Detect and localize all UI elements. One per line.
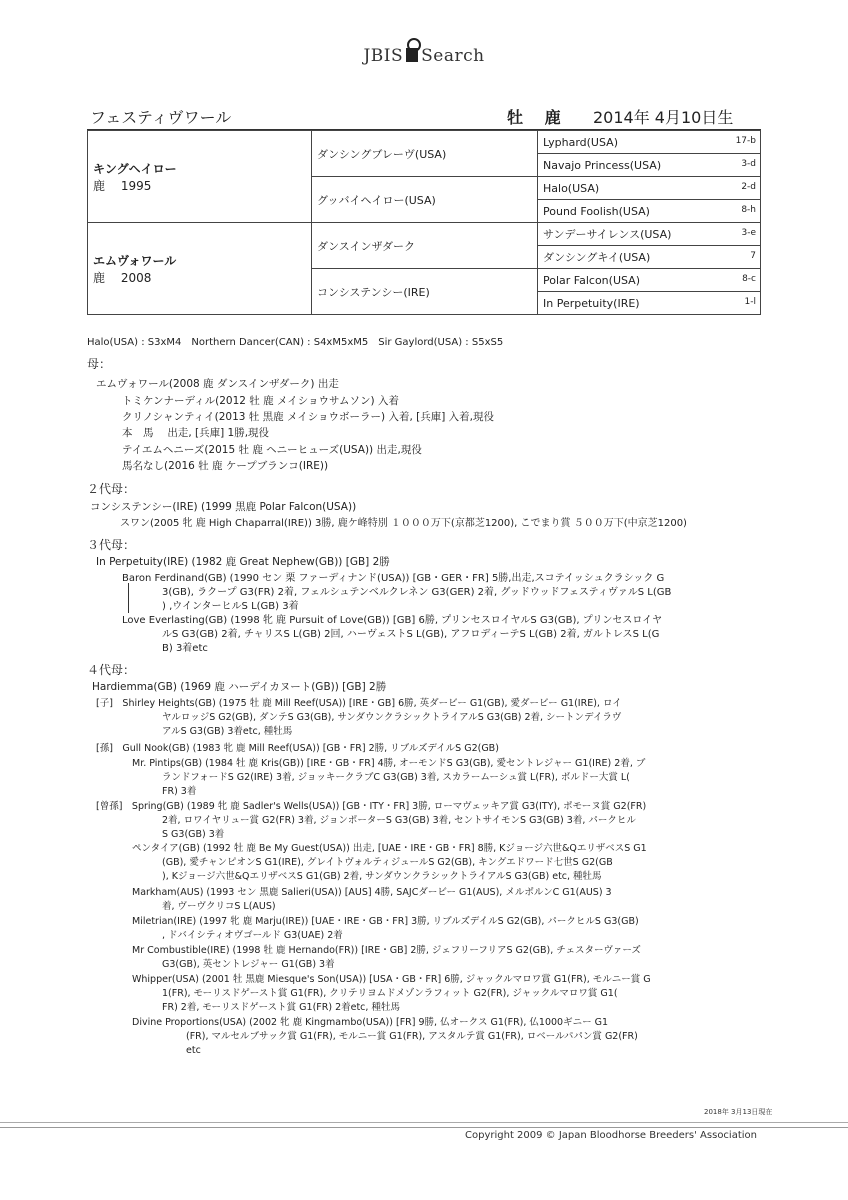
g3-line: ルS G3(GB) 2着, チャリスS L(GB) 2回, ハーヴェストS L(GB), アフロディーテS L(GB) 2着, ガルトレスS L(G bbox=[162, 629, 660, 640]
gg-cell: Halo(USA) 2-d bbox=[538, 177, 761, 200]
footer-divider bbox=[0, 1122, 848, 1123]
section-3rd-dam: ３代母： bbox=[87, 538, 136, 552]
g4-line: アルS G3(GB) 3着etc, 種牡馬 bbox=[162, 726, 293, 737]
section-dam: 母： bbox=[87, 357, 112, 371]
g4-line: S G3(GB) 3着 bbox=[162, 829, 225, 840]
bracket-line bbox=[128, 583, 129, 613]
g4-line: FR) 2着, モーリスドゲースト賞 G1(FR) 2着etc, 種牡馬 bbox=[162, 1002, 400, 1013]
gg-cell: Pound Foolish(USA) 8-h bbox=[538, 200, 761, 223]
g3-line: Baron Ferdinand(GB) (1990 セン 栗 ファーディナンド(USA)) [GB・GER・FR] 5勝,出走,スコテイッシュクラシック G bbox=[122, 573, 665, 584]
as-of-date: 2018年 3月13日現在 bbox=[704, 1108, 773, 1116]
dam-sire-cell: ダンスインザダーク bbox=[312, 223, 538, 269]
inbreeding-line: Halo(USA) : S3xM4 Northern Dancer(CAN) : S4xM5xM5 Sir Gaylord(USA) : S5xS5 bbox=[87, 337, 504, 348]
dam-line: 本 馬 出走, [兵庫] 1勝,現役 bbox=[122, 427, 270, 439]
dam-line: クリノシャンティイ(2013 牡 黒鹿 メイショウボーラー) 入着, [兵庫] 入着,現役 bbox=[122, 411, 494, 423]
g4-line: , ドバイシティオヴゴールド G3(UAE) 2着 bbox=[162, 930, 343, 941]
g4-line: [曾孫] Spring(GB) (1989 牝 鹿 Sadler's Wells(USA)) [GB・ITY・FR] 3勝, ローマヴェッキア賞 G3(ITY), ポモーヌ賞 G2(FR) bbox=[96, 801, 647, 812]
section-2nd-dam: ２代母： bbox=[87, 482, 136, 496]
g4-line: Markham(AUS) (1993 セン 黒鹿 Salieri(USA)) [AUS] 4勝, SAJCダービー G1(AUS), メルボルンC G1(AUS) 3 bbox=[132, 887, 612, 898]
g4-line: ランドフォードS G2(IRE) 3着, ジョッキークラブC G3(GB) 3着, スカラームーシュ賞 L(FR), ボルドー大賞 L( bbox=[162, 772, 630, 783]
g4-line: ヤルロッジS G2(GB), ダンテS G3(GB), サンダウンクラシックトライアルS G3(GB) 2着, シートンデイラヴ bbox=[162, 712, 622, 723]
g3-line: 3(GB), ラクープ G3(FR) 2着, フェルシュテンベルクレネン G3(GER) 2着, グッドウッドフェスティヴァルS L(GB bbox=[162, 587, 672, 598]
horse-birthdate: 2014年 4月10日生 bbox=[593, 108, 734, 127]
gg-cell: サンデーサイレンス(USA) 3-e bbox=[538, 223, 761, 246]
gg-cell: Polar Falcon(USA) 8-c bbox=[538, 269, 761, 292]
g4-line: ), Kジョージ六世&QエリザベスS G1(GB) 2着, サンダウンクラシックトライアルS G3(GB) etc, 種牡馬 bbox=[162, 871, 602, 882]
g4-line: Mr. Pintips(GB) (1984 牡 鹿 Kris(GB)) [IRE・GB・FR] 4勝, オーモンドS G3(GB), 愛セントレジャー G1(IRE) 2着, ブ bbox=[132, 758, 646, 769]
g4-line: 1(FR), モーリスドゲースト賞 G1(FR), クリテリヨムドメゾンラフィット G2(FR), ジャックルマロワ賞 G1( bbox=[162, 988, 618, 999]
g3-line: Love Everlasting(GB) (1998 牝 鹿 Pursuit of Love(GB)) [GB] 6勝, プリンセスロイヤルS G3(GB), プリンセスロイヤ bbox=[122, 615, 663, 626]
sire-cell: キングヘイロー 鹿 1995 bbox=[88, 131, 312, 223]
g4-line: Miletrian(IRE) (1997 牝 鹿 Marju(IRE)) [UAE・IRE・GB・FR] 3勝, リブルズデイルS G2(GB), パークヒルS G3(GB) bbox=[132, 916, 639, 927]
g3-line: ) ,ウインターヒルS L(GB) 3着 bbox=[162, 601, 299, 612]
section-4th-dam: ４代母： bbox=[87, 663, 136, 677]
g4-line: (GB), 愛チャンピオンS G1(IRE), グレイトヴォルティジュールS G2(GB), キングエドワード七世S G2(GB bbox=[162, 857, 613, 868]
dam-line: テイエムヘニーズ(2015 牡 鹿 ヘニーヒューズ(USA)) 出走,現役 bbox=[122, 444, 422, 456]
g4-line: Whipper(USA) (2001 牡 黒鹿 Miesque's Son(USA)) [USA・GB・FR] 6勝, ジャックルマロワ賞 G1(FR), モルニー賞 G bbox=[132, 974, 651, 985]
g3-line: In Perpetuity(IRE) (1982 鹿 Great Nephew(GB)) [GB] 2勝 bbox=[96, 556, 390, 568]
dam-line: トミケンナーディル(2012 牡 鹿 メイショウサムソン) 入着 bbox=[122, 395, 399, 407]
logo-horse-icon bbox=[406, 48, 418, 62]
g4-line: 2着, ロワイヤリュー賞 G2(FR) 3着, ジョンポーターS G3(GB) 3着, セントサイモンS G3(GB) 3着, パークヒル bbox=[162, 815, 636, 826]
dam-cell: エムヴォワール 鹿 2008 bbox=[88, 223, 312, 315]
gg-cell: ダンシングキイ(USA) 7 bbox=[538, 246, 761, 269]
g4-line: Divine Proportions(USA) (2002 牝 鹿 Kingmambo(USA)) [FR] 9勝, 仏オークス G1(FR), 仏1000ギニー G1 bbox=[132, 1017, 609, 1028]
copyright: Copyright 2009 © Japan Bloodhorse Breeders' Association bbox=[0, 1127, 848, 1141]
dam-dam-cell: コンシステンシー(IRE) bbox=[312, 269, 538, 315]
g4-line: ペンタイア(GB) (1992 牡 鹿 Be My Guest(USA)) 出走, [UAE・IRE・GB・FR] 8勝, Kジョージ六世&QエリザベスS G1 bbox=[132, 843, 647, 854]
g4-line: [子] Shirley Heights(GB) (1975 牡 鹿 Mill Reef(USA)) [IRE・GB] 6勝, 英ダービー G1(GB), 愛ダービー G1(IRE), ロイ bbox=[96, 698, 622, 709]
gg-cell: In Perpetuity(IRE) 1-l bbox=[538, 292, 761, 315]
g4-line: 着, ヴーヴクリコS L(AUS) bbox=[162, 901, 276, 912]
g4-line: Mr Combustible(IRE) (1998 牡 鹿 Hernando(FR)) [IRE・GB] 2勝, ジェフリーフリアS G2(GB), チェスターヴァーズ bbox=[132, 945, 641, 956]
gg-cell: Lyphard(USA) 17-b bbox=[538, 131, 761, 154]
horse-header bbox=[87, 104, 761, 130]
horse-sex-color: 牡 鹿 bbox=[507, 108, 569, 127]
horse-name: フェスティヴワール bbox=[90, 108, 232, 127]
g2-line: スワン(2005 牝 鹿 High Chaparral(IRE)) 3勝, 鹿ケ峰特別 １０００万下(京都芝1200), こでまり賞 ５００万下(中京芝1200) bbox=[120, 518, 687, 529]
g4-line: Hardiemma(GB) (1969 鹿 ハーデイカヌート(GB)) [GB] 2勝 bbox=[92, 681, 387, 693]
sire-sire-cell: ダンシングブレーヴ(USA) bbox=[312, 131, 538, 177]
g4-line: G3(GB), 英セントレジャー G1(GB) 3着 bbox=[162, 959, 335, 970]
g4-line: FR) 3着 bbox=[162, 786, 197, 797]
g4-line: etc bbox=[186, 1045, 201, 1056]
gg-cell: Navajo Princess(USA) 3-d bbox=[538, 154, 761, 177]
jbis-search-logo: JBIS Search bbox=[363, 46, 485, 66]
g2-line: コンシステンシー(IRE) (1999 黒鹿 Polar Falcon(USA)) bbox=[90, 501, 357, 513]
g4-line: (FR), マルセルブサック賞 G1(FR), モルニー賞 G1(FR), アスタルテ賞 G1(FR), ロベールパパン賞 G2(FR) bbox=[186, 1031, 638, 1042]
pedigree-table bbox=[87, 130, 761, 315]
g3-line: B) 3着etc bbox=[162, 643, 208, 654]
dam-line: 馬名なし(2016 牡 鹿 ケープブランコ(IRE)) bbox=[122, 460, 329, 472]
sire-dam-cell: グッバイヘイロー(USA) bbox=[312, 177, 538, 223]
dam-line: エムヴォワール(2008 鹿 ダンスインザダーク) 出走 bbox=[96, 378, 339, 390]
g4-line: [孫] Gull Nook(GB) (1983 牝 鹿 Mill Reef(USA)) [GB・FR] 2勝, リブルズデイルS G2(GB) bbox=[96, 743, 499, 754]
